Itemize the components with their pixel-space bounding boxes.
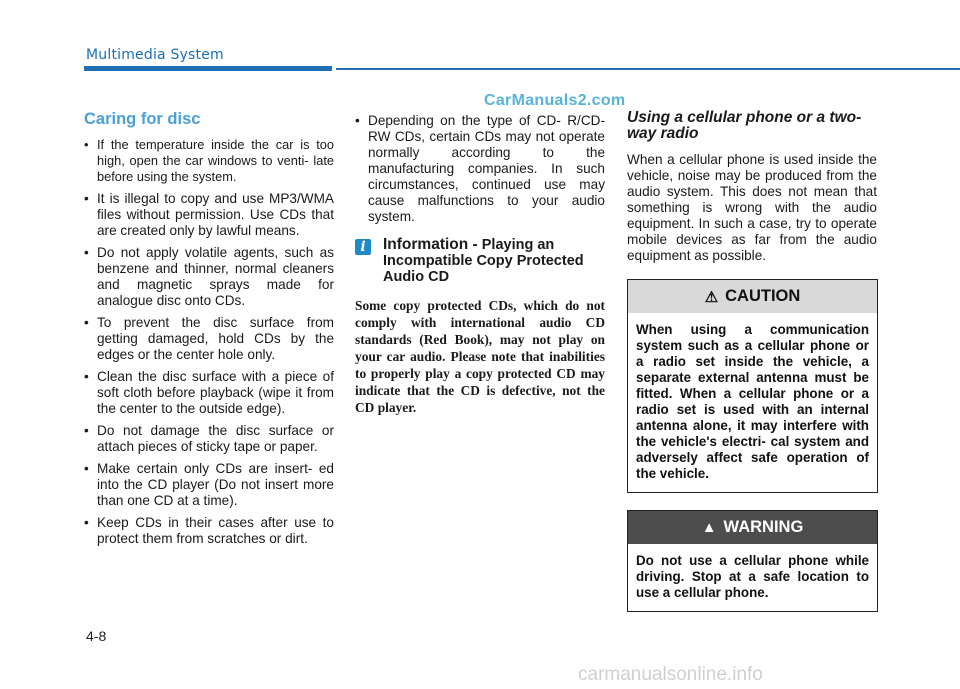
cellular-body: When a cellular phone is used inside the vehicle, noise may be produced from the audio system. This does not mean that something is wrong with the audio equipment. In such a case, try to operate mobile devices as far from the audio equipment as possible. <box>627 152 877 263</box>
caution-body: When using a communication system such as a cellular phone or a radio set inside the vehicle, a separate external antenna must be fitted. When a cellular phone or a radio set is used with an internal antenna alone, it may interfere with the vehicle's electri- cal system and adversely affect safe operation of the vehicle. <box>636 322 869 481</box>
list-item: • Keep CDs in their cases after use to protect them from scratches or dirt. <box>84 515 334 547</box>
warning-body: Do not use a cellular phone while driving. Stop at a safe location to use a cellular phone. <box>636 553 869 600</box>
list-item: • If the temperature inside the car is too high, open the car windows to venti- late before using the system. <box>84 137 334 185</box>
list-item: • To prevent the disc surface from getting damaged, hold CDs by the edges or the center hole only. <box>84 315 334 363</box>
list-item: • It is illegal to copy and use MP3/WMA files without permission. Use CDs that are created only by lawful means. <box>84 191 334 239</box>
list-item: • Do not apply volatile agents, such as benzene and thinner, normal cleaners and magnetic sprays made for analogue disc onto CDs. <box>84 245 334 309</box>
column-middle <box>355 113 605 416</box>
list-item: • Clean the disc surface with a piece of soft cloth before playback (wipe it from the center to the outside edge). <box>84 369 334 417</box>
warning-heading: WARNING <box>723 518 804 536</box>
caution-header <box>628 280 877 313</box>
page-number: 4-8 <box>86 628 107 644</box>
info-body: Some copy protected CDs, which do not comply with international audio CD standards (Red Book), may not play on your car audio. Please note that inabilities to properly play a copy protected CD may indicate that the CD is defective, not the CD player. <box>355 298 605 415</box>
warning-triangle-icon: ▲ <box>701 519 717 536</box>
column-cellular <box>627 110 877 264</box>
list-item: • Make certain only CDs are insert- ed into the CD player (Do not insert more than one CD at a time). <box>84 461 334 509</box>
warning-header <box>628 511 877 544</box>
warning-triangle-icon: ⚠ <box>704 288 719 306</box>
cellular-title: Using a cellular phone or a two-way radio <box>627 109 862 142</box>
header-rule-thin <box>336 68 960 70</box>
caution-heading: CAUTION <box>725 287 801 305</box>
info-heading <box>355 237 605 285</box>
header-title: Multimedia System <box>86 47 224 63</box>
info-label: Information - <box>383 236 478 253</box>
list-item: • Depending on the type of CD- R/CD-RW CDs, certain CDs may not operate normally according to the manufacturing companies. In such circumstances, continued use may cause malfunctions to your audio system. <box>355 113 605 225</box>
caring-title: Caring for disc <box>84 110 201 128</box>
info-title <box>383 237 605 285</box>
footer-watermark: carmanualsonline.info <box>578 664 763 685</box>
warning-box <box>627 510 878 612</box>
caution-box <box>627 279 878 493</box>
column-caring <box>84 110 334 553</box>
header-rule-thick <box>84 66 332 71</box>
watermark: CarManuals2.com <box>484 92 626 109</box>
info-icon: i <box>355 239 371 255</box>
info-topic: Playing an Incompatible Copy Protected Audio CD <box>383 237 584 285</box>
caring-list <box>84 137 334 547</box>
cd-type-list <box>355 113 605 225</box>
list-item: • Do not damage the disc surface or attach pieces of sticky tape or paper. <box>84 423 334 455</box>
